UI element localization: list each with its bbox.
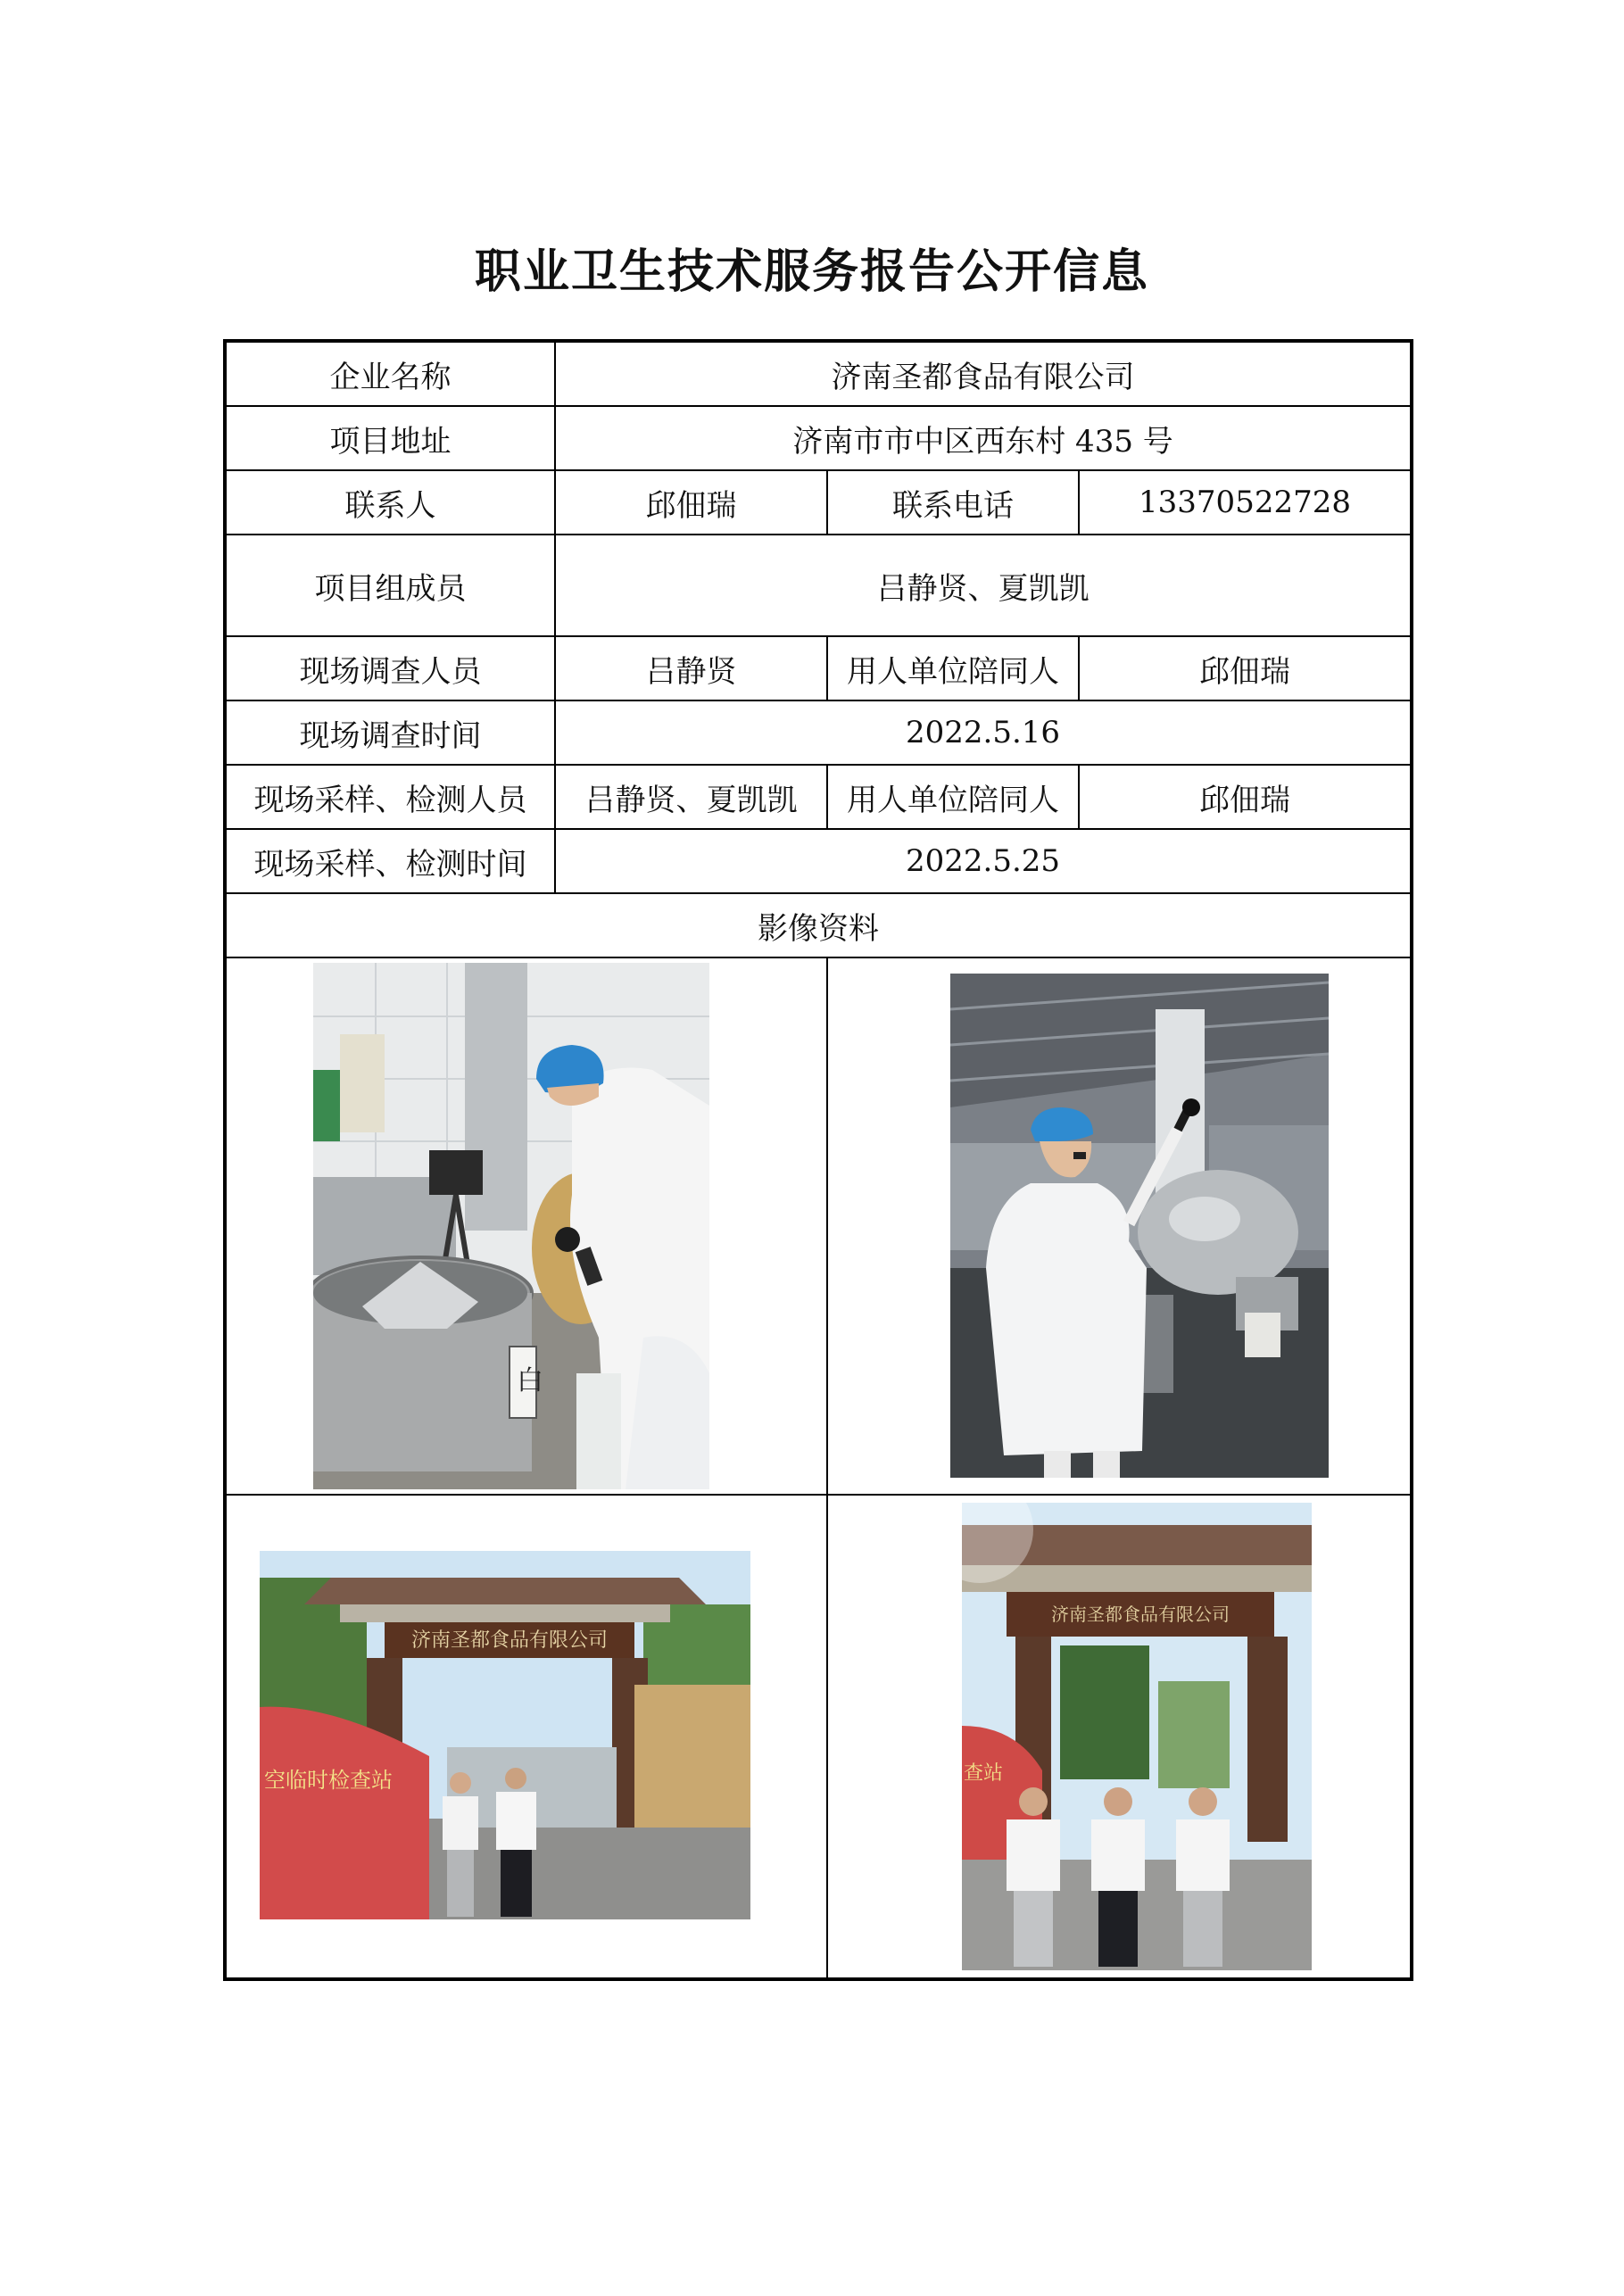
members-value: 吕静贤、夏凯凯 — [555, 535, 1412, 636]
survey-time-value: 2022.5.16 — [555, 700, 1412, 765]
sampling-escort-value: 邱佃瑞 — [1079, 765, 1412, 829]
sampling-escort-label: 用人单位陪同人 — [827, 765, 1079, 829]
tent-sign: 空临时检查站 — [264, 1768, 393, 1793]
page-title: 职业卫生技术服务报告公开信息 — [474, 245, 1149, 299]
survey-escort-value: 邱佃瑞 — [1079, 636, 1412, 700]
photo-cell-2 — [827, 957, 1412, 1495]
survey-staff-value: 吕静贤 — [555, 636, 827, 700]
photo-noise-measurement-kettle — [950, 974, 1329, 1478]
address-label: 项目地址 — [225, 406, 555, 470]
phone-label: 联系电话 — [827, 470, 1079, 535]
contact-value: 邱佃瑞 — [555, 470, 827, 535]
photo-cell-3 — [225, 1495, 827, 1979]
company-label: 企业名称 — [225, 341, 555, 406]
tent-sign-2: 查站 — [964, 1762, 1004, 1785]
sampling-time-value: 2022.5.25 — [555, 829, 1412, 893]
photo-noise-measurement-bin — [313, 963, 709, 1489]
info-table — [223, 339, 1413, 1981]
sampling-time-label: 现场采样、检测时间 — [225, 829, 555, 893]
phone-value: 13370522728 — [1079, 470, 1412, 535]
survey-staff-label: 现场调查人员 — [225, 636, 555, 700]
contact-label: 联系人 — [225, 470, 555, 535]
photo-cell-4 — [827, 1495, 1412, 1979]
survey-escort-label: 用人单位陪同人 — [827, 636, 1079, 700]
gate-sign-2: 济南圣都食品有限公司 — [1051, 1604, 1230, 1625]
images-label: 影像资料 — [225, 893, 1412, 957]
sampling-staff-value: 吕静贤、夏凯凯 — [555, 765, 827, 829]
address-value: 济南市市中区西东村 435 号 — [555, 406, 1412, 470]
survey-time-label: 现场调查时间 — [225, 700, 555, 765]
sampling-staff-label: 现场采样、检测人员 — [225, 765, 555, 829]
members-label: 项目组成员 — [225, 535, 555, 636]
company-value: 济南圣都食品有限公司 — [555, 341, 1412, 406]
photo-cell-1 — [225, 957, 827, 1495]
photo-gate-two-people — [260, 1551, 750, 1919]
bin-mark: 白 — [517, 1365, 543, 1397]
gate-sign: 济南圣都食品有限公司 — [410, 1629, 609, 1652]
photo-gate-three-people — [962, 1503, 1312, 1970]
